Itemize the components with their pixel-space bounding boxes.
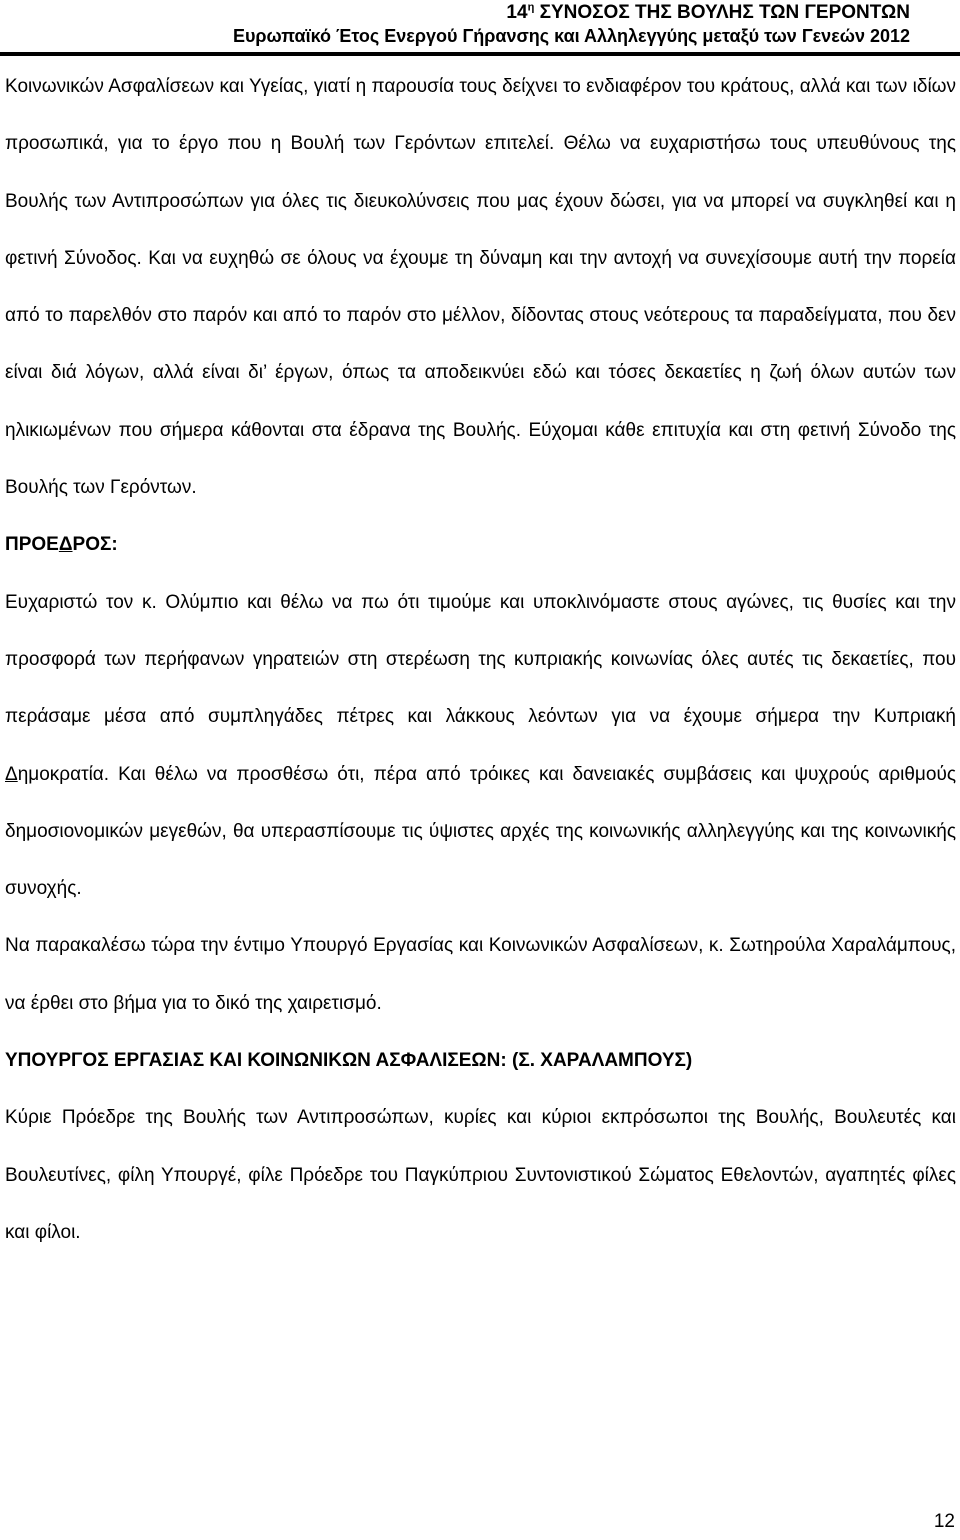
- session-title-line: [233, 2, 910, 24]
- page-number: 12: [933, 1511, 955, 1532]
- paragraph-2-underlined: Δ: [5, 763, 18, 785]
- speaker-heading-president: [5, 516, 956, 573]
- speaker-heading-underlined: Δ: [58, 534, 73, 556]
- speaker-heading-part: ΠΡΟΕ: [5, 534, 59, 556]
- paragraph-2-part: ημοκρατία. Και θέλω να προσθέσω ότι, πέρα από τρόικες και δανειακές συμβάσεις και ψυχρούς αριθμούς δημοσιονομικών μεγεθών, θα υπερασπίσουμε τις ύψιστες αρχές της κοινωνικής αλληλεγγύης και της κοινωνικής συνοχής.: [5, 763, 956, 900]
- paragraph-1: Κοινωνικών Ασφαλίσεων και Υγείας, γιατί η παρουσία τους δείχνει το ενδιαφέρον του κράτους, αλλά και των ιδίων προσωπικά, για το έργο που η Βουλή των Γερόντων επιτελεί. Θέλω να ευχαριστήσω τους υπευθύνους της Βουλής των Αντιπροσώπων για όλες τις διευκολύνσεις που μας έχουν δώσει, για να μπορεί να συγκληθεί και η φετινή Σύνοδος. Και να ευχηθώ σε όλους να έχουμε τη δύναμη και την αντοχή να συνεχίσουμε αυτή την πορεία από το παρελθόν στο παρόν και από το παρόν στο μέλλον, δίδοντας στους νεότερους τα παραδείγματα, που δεν είναι διά λόγων, αλλά είναι δι’ έργων, όπως τα αποδεικνύει εδώ και τόσες δεκαετίες η ζωή όλων αυτών των ηλικιωμένων που σήμερα κάθονται στα έδρανα της Βουλής. Εύχομαι κάθε επιτυχία και στη φετινή Σύνοδο της Βουλής των Γερόντων.: [5, 76, 956, 499]
- document-body: [5, 58, 956, 1261]
- paragraph-4: Κύριε Πρόεδρε της Βουλής των Αντιπροσώπων, κυρίες και κύριοι εκπρόσωποι της Βουλής, Βουλευτές και Βουλευτίνες, φίλη Υπουργέ, φίλε Πρόεδρε του Παγκύπριου Συντονιστικού Σώματος Εθελοντών, αγαπητές φίλες και φίλοι.: [5, 1107, 956, 1243]
- paragraph-3: Να παρακαλέσω τώρα την έντιμο Υπουργό Εργασίας και Κοινωνικών Ασφαλίσεων, κ. Σωτηρούλα Χαραλάμπους, να έρθει στο βήμα για το δικό της χαιρετισμό.: [5, 935, 956, 1014]
- session-number: 14: [506, 2, 528, 23]
- paragraph-2-part: Ευχαριστώ τον κ. Ολύμπιο και θέλω να πω ότι τιμούμε και υποκλινόμαστε στους αγώνες, τις θυσίες και την προσφορά των περήφανων γηρατειών στη στερέωση της κυπριακής κοινωνίας όλες αυτές τις δεκαετίες, που περάσαμε μέσα από συμπληγάδες πέτρες και λάκκους λεόντων για να έχουμε σήμερα την Κυπριακή: [5, 591, 956, 728]
- session-title: ΣΥΝΟΣΟΣ ΤΗΣ ΒΟΥΛΗΣ ΤΩΝ ΓΕΡΟΝΤΩΝ: [539, 2, 910, 23]
- header-divider: [0, 52, 960, 56]
- document-header: [233, 2, 910, 48]
- header-subtitle: Ευρωπαϊκό Έτος Ενεργού Γήρανσης και Αλληλεγγύης μεταξύ των Γενεών 2012: [232, 26, 910, 46]
- speaker-heading-part: ΡΟΣ:: [72, 534, 118, 556]
- session-superscript: η: [527, 1, 535, 14]
- paragraph-2: [5, 574, 956, 918]
- speaker-heading-minister: ΥΠΟΥΡΓΟΣ ΕΡΓΑΣΙΑΣ ΚΑΙ ΚΟΙΝΩΝΙΚΩΝ ΑΣΦΑΛΙΣΕΩΝ: (Σ. ΧΑΡΑΛΑΜΠΟΥΣ): [5, 1050, 693, 1072]
